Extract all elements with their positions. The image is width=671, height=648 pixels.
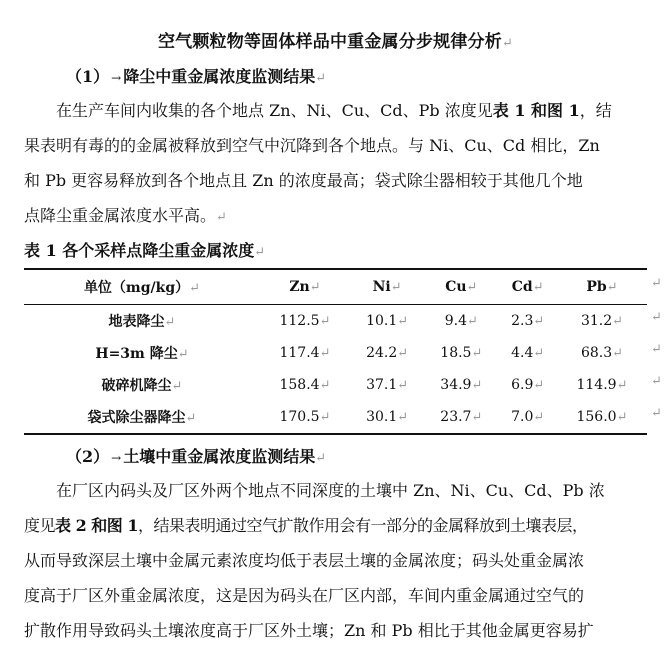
- table-cell: 112.5↵: [279, 313, 331, 329]
- section-1-title: 降尘中重金属浓度监测结果: [123, 67, 316, 86]
- paragraph-1-line: [24, 93, 648, 128]
- row-end-mark: ↵: [651, 276, 662, 291]
- text-run: 从而导致深层土壤中金属元素浓度均低于表层土壤的金属浓度；码头处重金属浓: [24, 551, 585, 570]
- text-run: 度高于厂区外重金属浓度，这是因为码头在厂区内部，车间内重金属通过空气的: [24, 586, 585, 605]
- table-cell: 30.1↵: [350, 401, 424, 434]
- table-header-cell: Cu↵: [424, 269, 498, 305]
- table-cell: 68.3↵: [580, 345, 624, 361]
- text-run: 度见: [24, 516, 56, 535]
- table-row: [24, 305, 647, 338]
- tab-arrow-mark: →: [111, 71, 122, 85]
- paragraph-1: [24, 93, 648, 233]
- text-run: 点降尘重金属浓度水平高。: [24, 206, 217, 225]
- table-cell: 7.0↵: [498, 401, 557, 434]
- section-2-heading: [66, 444, 326, 467]
- table-row-label: H=3m 降尘↵: [95, 346, 189, 362]
- paragraph-2-line: [24, 543, 648, 578]
- table-header-cell: Zn↵: [260, 269, 350, 305]
- bold-reference: 表 2 和图 1: [55, 516, 138, 535]
- table-1-caption: [24, 238, 265, 261]
- tab-arrow-mark: →: [111, 451, 122, 465]
- table-1-caption-text: 表 1 各个采样点降尘重金属浓度: [24, 241, 255, 260]
- table-header-row: [24, 269, 647, 305]
- table-cell: 2.3↵: [511, 313, 545, 329]
- text-run: 扩散作用导致码头土壤浓度高于厂区外土壤；Zn 和 Pb 相比于其他金属更容易扩: [24, 621, 594, 640]
- text-run: 果表明有毒的的金属被释放到空气中沉降到各个地点。与 Ni、Cu、Cd 相比，Zn: [24, 136, 600, 155]
- section-2-number: （2）: [66, 447, 110, 466]
- paragraph-2-line: [24, 508, 648, 543]
- table-row-label: 袋式除尘器降尘↵: [24, 401, 260, 434]
- table-cell: 37.1↵: [366, 377, 409, 393]
- table-cell: 114.9↵: [576, 377, 628, 393]
- table-cell: 9.4↵: [444, 313, 478, 329]
- table-header-cell: Ni↵: [350, 269, 424, 305]
- table-cell: 10.1↵: [366, 313, 409, 329]
- table-row-label: 破碎机降尘↵: [101, 378, 183, 394]
- paragraph-1-line: [24, 163, 648, 198]
- section-1-heading: [66, 64, 326, 87]
- table-header-cell: Cd↵: [498, 269, 557, 305]
- table-header-cell: Pb↵: [557, 269, 647, 305]
- section-1-number: （1）: [66, 67, 110, 86]
- table-cell: 34.9↵: [440, 377, 483, 393]
- table-row: [24, 369, 647, 401]
- table-cell: 170.5↵: [260, 401, 350, 434]
- paragraph-1-line: [24, 198, 648, 233]
- table-cell: 117.4↵: [279, 345, 331, 361]
- paragraph-2: [24, 473, 648, 648]
- paragraph-mark: ↵: [315, 451, 327, 466]
- text-run: ，结果表明通过空气扩散作用会有一部分的金属释放到土壤表层，: [138, 516, 588, 535]
- table-cell: 6.9↵: [511, 377, 545, 393]
- table-cell: 31.2↵: [580, 313, 624, 329]
- bold-reference: 表 1 和图 1: [492, 101, 580, 120]
- table-cell: 18.5↵: [440, 345, 483, 361]
- row-end-mark: ↵: [651, 374, 662, 389]
- table-1: [24, 268, 647, 435]
- table-cell: 23.7↵: [424, 401, 498, 434]
- table-cell: 24.2↵: [366, 345, 409, 361]
- row-end-mark: ↵: [651, 342, 662, 357]
- section-2-title: 土壤中重金属浓度监测结果: [123, 447, 316, 466]
- table-cell: 156.0↵: [557, 401, 647, 434]
- paragraph-mark: ↵: [216, 210, 227, 225]
- paragraph-mark: ↵: [254, 245, 266, 260]
- row-end-mark: ↵: [651, 406, 662, 421]
- paragraph-mark: ↵: [501, 36, 514, 51]
- text-run: ，结: [579, 101, 612, 120]
- table-cell: 158.4↵: [279, 377, 331, 393]
- table-row: [24, 337, 647, 369]
- paragraph-1-line: [24, 128, 648, 163]
- table-row-label: 地表降尘↵: [108, 314, 176, 330]
- table-row: [24, 401, 647, 434]
- paragraph-2-line: [24, 613, 648, 648]
- text-run: 在厂区内码头及厂区外两个地点不同深度的土壤中 Zn、Ni、Cu、Cd、Pb 浓: [56, 481, 605, 500]
- paragraph-2-line: [24, 473, 648, 508]
- text-run: 和 Pb 更容易释放到各个地点且 Zn 的浓度最高；袋式除尘器相较于其他几个地: [24, 171, 583, 190]
- paragraph-mark: ↵: [315, 71, 327, 86]
- row-end-mark: ↵: [651, 310, 662, 325]
- paragraph-2-line: [24, 578, 648, 613]
- document-title: [0, 27, 671, 52]
- document-title-text: 空气颗粒物等固体样品中重金属分步规律分析: [157, 32, 502, 52]
- table-cell: 4.4↵: [511, 345, 545, 361]
- table-header-cell: 单位（mg/kg）↵: [24, 269, 260, 305]
- text-run: 在生产车间内收集的各个地点 Zn、Ni、Cu、Cd、Pb 浓度见: [56, 101, 493, 120]
